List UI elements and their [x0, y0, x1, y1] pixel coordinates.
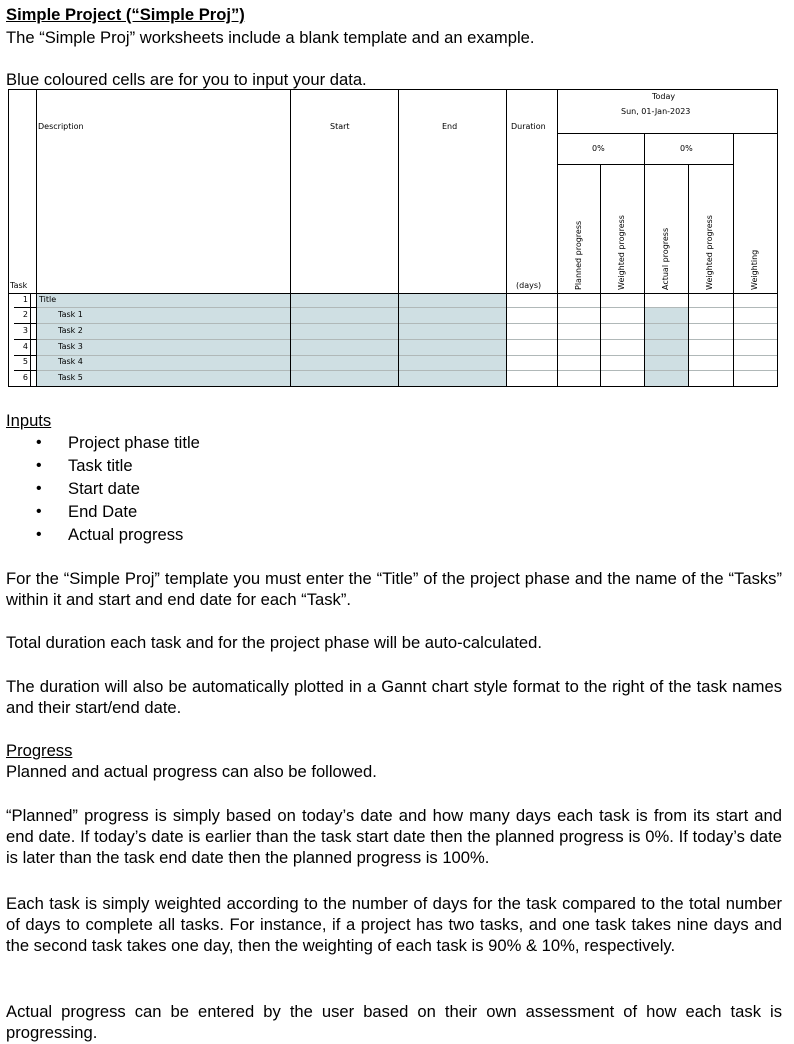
list-item: • Start date — [0, 477, 200, 500]
template-paragraph: For the “Simple Proj” template you must enter the “Title” of the project phase and the name of the “Tasks” within it and start and end date for each “Task”. — [6, 569, 782, 609]
inputs-list — [0, 431, 200, 546]
progress-subline: Planned and actual progress can also be followed. — [6, 762, 377, 781]
list-item: • Task title — [0, 454, 200, 477]
planned-progress-header: Planned progress — [574, 220, 583, 290]
row-number: 1 — [22, 295, 28, 304]
inputs-heading: Inputs — [6, 411, 52, 430]
list-item: • Project phase title — [0, 431, 200, 454]
weighting-paragraph: Each task is simply weighted according to the number of days for the task compared to the total number of days to complete all tasks. For instance, if a project has two tasks, and one task takes nine days and the second task takes one day, then the weighting of each task is 90% & 10%, respectively. — [6, 894, 782, 955]
actual-paragraph: Actual progress can be entered by the user based on their own assessment of how each task is progressing. — [6, 1002, 782, 1042]
row-title: Title — [39, 295, 57, 304]
row-number: 6 — [22, 373, 28, 382]
task-header: Task — [10, 281, 28, 290]
progress-heading: Progress — [6, 741, 73, 760]
row-task: Task 5 — [58, 373, 83, 382]
duration-header: Duration — [511, 122, 546, 131]
row-task: Task 1 — [58, 310, 83, 319]
planned-paragraph: “Planned” progress is simply based on today’s date and how many days each task is from its start and end date. If today’s date is earlier than the task start date then the planned progress is 0%. If today’s date is later than the task end date then the planned progress is 100%. — [6, 806, 782, 867]
list-item: • End Date — [0, 500, 200, 523]
list-item: • Actual progress — [0, 523, 200, 546]
duration-unit: (days) — [516, 281, 542, 290]
today-label: Today — [652, 92, 676, 101]
row-task: Task 3 — [58, 342, 83, 351]
duration-paragraph: Total duration each task and for the project phase will be auto-calculated. — [6, 633, 542, 652]
row-number: 5 — [22, 357, 28, 366]
intro-text: The “Simple Proj” worksheets include a blank template and an example. — [6, 28, 535, 47]
row-number: 2 — [22, 310, 28, 319]
planned-percent: 0% — [592, 144, 605, 153]
weighted-progress-header-1: Weighted progress — [617, 215, 626, 290]
actual-progress-header: Actual progress — [661, 227, 670, 290]
row-number: 3 — [22, 326, 28, 335]
gantt-paragraph: The duration will also be automatically plotted in a Gannt chart style format to the right of the task names and their start/end date. — [6, 677, 782, 717]
weighting-header: Weighting — [750, 249, 759, 290]
blue-cells-note: Blue coloured cells are for you to input your data. — [6, 70, 367, 89]
start-header: Start — [330, 122, 350, 131]
today-date: Sun, 01-Jan-2023 — [621, 107, 691, 116]
description-header: Description — [38, 122, 84, 131]
row-task: Task 2 — [58, 326, 83, 335]
weighted-progress-header-2: Weighted progress — [705, 215, 714, 290]
template-spreadsheet — [8, 89, 778, 387]
actual-percent: 0% — [680, 144, 693, 153]
actual-progress-input-cells[interactable] — [644, 307, 688, 387]
row-task: Task 4 — [58, 357, 83, 366]
end-header: End — [442, 122, 458, 131]
page-title: Simple Project (“Simple Proj”) — [6, 5, 245, 24]
row-number: 4 — [22, 342, 28, 351]
